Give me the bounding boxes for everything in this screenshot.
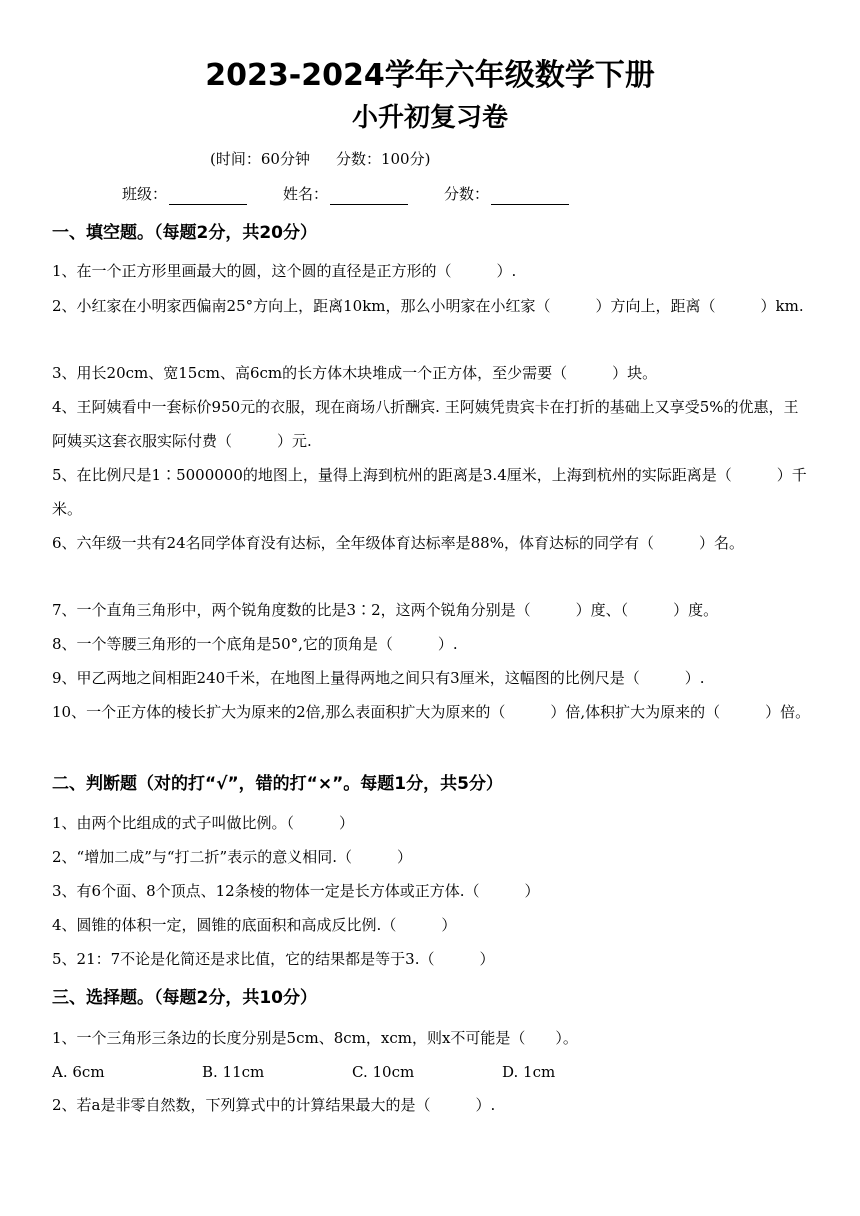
option-a[interactable]: A. 6cm: [52, 1063, 105, 1081]
question-item: 1、在一个正方形里画最大的圆，这个圆的直径是正方形的（ ）.: [52, 262, 517, 280]
question-item: 1、由两个比组成的式子叫做比例。（ ）: [52, 814, 355, 832]
class-label: 班级：: [122, 185, 168, 203]
total-score-info: 分数：100分): [335, 150, 431, 168]
question-item: 2、若a是非零自然数，下列算式中的计算结果最大的是（ ）.: [52, 1096, 496, 1114]
question-item: 6、六年级一共有24名同学体育没有达标，全年级体育达标率是88%，体育达标的同学有（ ）名。: [52, 534, 744, 552]
question-item: 10、一个正方体的棱长扩大为原来的2倍,那么表面积扩大为原来的（ ）倍,体积扩大为原来的（ ）倍。: [52, 703, 811, 721]
question-item: 8、一个等腰三角形的一个底角是50°,它的顶角是（ ）.: [52, 635, 458, 653]
option-b[interactable]: B. 11cm: [202, 1063, 265, 1081]
name-field[interactable]: [283, 183, 408, 205]
question-item: 9、甲乙两地之间相距240千米，在地图上量得两地之间只有3厘米，这幅图的比例尺是（ ）.: [52, 669, 705, 687]
option-d[interactable]: D. 1cm: [502, 1063, 556, 1081]
name-blank[interactable]: [330, 188, 408, 205]
question-item: 5、在比例尺是1∶5000000的地图上，量得上海到杭州的距离是3.4厘米，上海到杭州的实际距离是（ ）千米。: [52, 466, 807, 518]
question-item: 2、小红家在小明家西偏南25°方向上，距离10km，那么小明家在小红家（ ）方向上，距离（ ）km.: [52, 297, 804, 315]
question-item: 2、“增加二成”与“打二折”表示的意义相同.（ ）: [52, 848, 412, 866]
class-field[interactable]: [122, 183, 247, 205]
class-blank[interactable]: [169, 188, 247, 205]
question-item: 1、一个三角形三条边的长度分别是5cm、8cm，xcm，则x不可能是（ ）。: [52, 1029, 578, 1047]
question-item: 7、一个直角三角形中，两个锐角度数的比是3∶2，这两个锐角分别是（ ）度、（ ）度。: [52, 601, 719, 619]
choice-options: [52, 1060, 652, 1084]
question-item: 3、有6个面、8个顶点、12条棱的物体一定是长方体或正方体.（ ）: [52, 882, 540, 900]
exam-info: [210, 148, 430, 170]
page-subtitle: 小升初复习卷: [351, 103, 508, 133]
time-info: (时间：60分钟: [210, 150, 310, 168]
section-heading-fill-blank: 一、填空题。（每题2分，共20分）: [52, 223, 317, 243]
option-c[interactable]: C. 10cm: [352, 1063, 415, 1081]
student-fields: [122, 183, 605, 205]
question-item: 5、21：7不论是化简还是求比值，它的结果都是等于3.（ ）: [52, 950, 495, 968]
name-label: 姓名：: [283, 185, 329, 203]
score-label: 分数：: [444, 185, 490, 203]
question-item: 3、用长20cm、宽15cm、高6cm的长方体木块堆成一个正方体，至少需要（ ）块。: [52, 364, 658, 382]
section-heading-multiple-choice: 三、选择题。（每题2分，共10分）: [52, 988, 317, 1008]
score-blank[interactable]: [491, 188, 569, 205]
question-item: 4、圆锥的体积一定，圆锥的底面积和高成反比例.（ ）: [52, 916, 457, 934]
section-heading-true-false: 二、判断题（对的打“√”，错的打“×”。每题1分，共5分）: [52, 774, 503, 794]
score-field[interactable]: [444, 183, 569, 205]
question-item: 4、王阿姨看中一套标价950元的衣服，现在商场八折酬宾. 王阿姨凭贵宾卡在打折的基础上又享受5%的优惠，王阿姨买这套衣服实际付费（ ）元.: [52, 398, 799, 450]
page-title: 2023-2024学年六年级数学下册: [205, 58, 655, 93]
